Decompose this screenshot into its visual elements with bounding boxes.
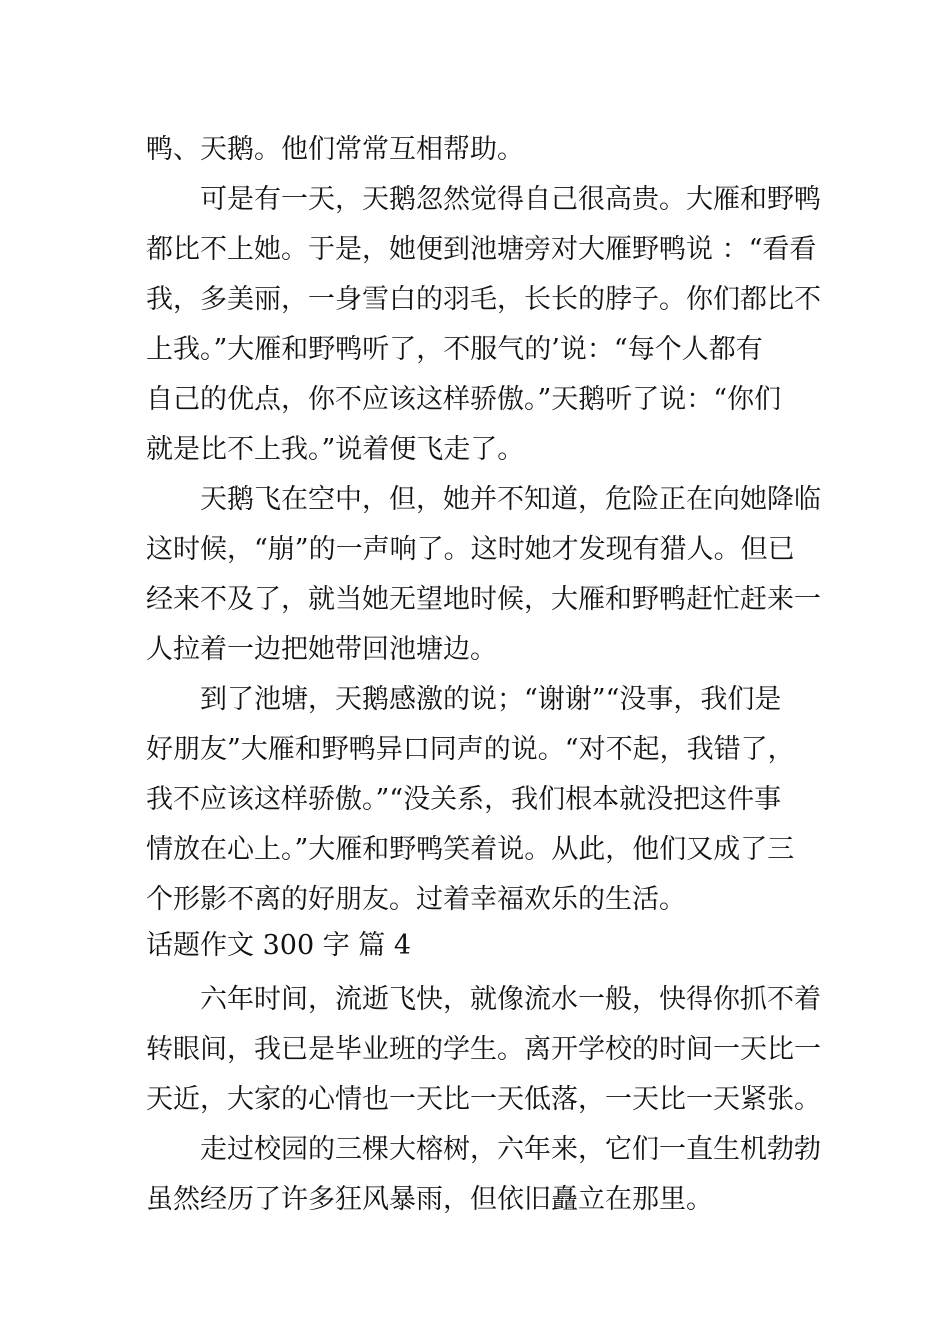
text-line-2: 可是有一天，天鹅忽然觉得自己很高贵。大雁和野鸭 xyxy=(200,184,821,215)
text-line-20: 天近，大家的心情也一天比一天低落，一天比一天紧张。 xyxy=(146,1084,821,1115)
text-line-21: 走过校园的三棵大榕树，六年来，它们一直生机勃勃 xyxy=(200,1134,821,1165)
text-line-9: 这时候，“崩”的一声响了。这时她才发现有猎人。但已 xyxy=(146,534,795,565)
text-line-19: 转眼间，我已是毕业班的学生。离开学校的时间一天比一 xyxy=(146,1034,821,1065)
text-line-8: 天鹅飞在空中，但，她并不知道，危险正在向她降临 xyxy=(200,484,821,515)
text-line-3: 都比不上她。于是，她便到池塘旁对大雁野鸭说 ：“看看 xyxy=(146,234,817,265)
text-line-12: 到了池塘，天鹅感激的说；“谢谢”“没事，我们是 xyxy=(200,684,782,715)
text-line-16: 个形影不离的好朋友。过着幸福欢乐的生活。 xyxy=(146,884,686,915)
text-line-5: 上我。”大雁和野鸭听了，不服气的’说：“每个人都有 xyxy=(146,334,763,365)
text-line-18: 六年时间，流逝飞快，就像流水一般，快得你抓不着 xyxy=(200,984,821,1015)
text-line-13: 好朋友”大雁和野鸭异口同声的说。“对不起，我错了， xyxy=(146,734,795,765)
text-line-11: 人拉着一边把她带回池塘边。 xyxy=(146,634,497,665)
text-line-1: 鸭、天鹅。他们常常互相帮助。 xyxy=(146,134,524,165)
text-line-15: 情放在心上。”大雁和野鸭笑着说。从此，他们又成了三 xyxy=(146,834,795,865)
text-line-22: 虽然经历了许多狂风暴雨，但依旧矗立在那里。 xyxy=(146,1184,713,1215)
text-line-7: 就是比不上我。”说着便飞走了。 xyxy=(146,434,525,465)
section-heading: 话题作文 300 字 篇 4 xyxy=(146,930,412,961)
text-line-10: 经来不及了，就当她无望地时候，大雁和野鸭赶忙赶来一 xyxy=(146,584,821,615)
text-line-6: 自己的优点，你不应该这样骄傲。”天鹅听了说：“你们 xyxy=(146,384,782,415)
text-line-14: 我不应该这样骄傲。”“没关系，我们根本就没把这件事 xyxy=(146,784,782,815)
text-line-4: 我，多美丽，一身雪白的羽毛，长长的脖子。你们都比不 xyxy=(146,284,821,315)
